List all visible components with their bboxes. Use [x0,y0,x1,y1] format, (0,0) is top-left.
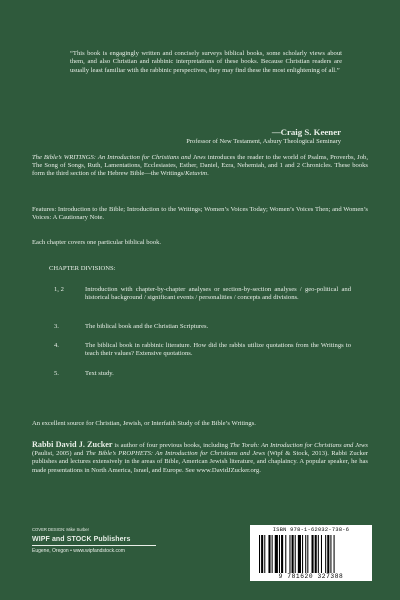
intro-text: introduces the reader to the world of Psalms, Proverbs, Job, The Song of Songs, Ruth, Lamentations, Ecclesiastes, Esther, Daniel, Ezra, Nehemiah, and 1 and 2 Chronicles. These books form the third section of the Hebrew Bible—the Writings/ [32,154,368,178]
bio-book-2: The Bible’s PROPHETS: An Introduction for Christians and Jews [85,450,266,458]
publisher-location: Eugene, Oregon • www.wipfandstock.com [32,548,125,554]
isbn-barcode [250,525,372,581]
publisher-divider [32,545,156,546]
bio-text-2: (Paulist, 2005) and [32,450,86,458]
division-number: 3. [54,323,59,330]
ketuvim-word: Ketuvim [185,170,208,178]
cover-design-credit: COVER DESIGN: Mike Surber [32,527,90,532]
each-chapter-paragraph: Each chapter covers one particular biblical book. [32,239,162,246]
bio-text-1: is author of four previous books, including [112,442,230,449]
division-text: Introduction with chapter-by-chapter analyses or section-by-section analyses / geo-political and historical background / significant events / personalities / concepts and divisions. [85,286,351,302]
endorsement-quote: “This book is engagingly written and concisely surveys biblical books, some scholarly views about them, and also Christian and rabbinic interpretations of these books. Because Christian readers are usually least familiar with the rabbinic perspectives, they may find these the most enlightening of all.” [70,50,342,74]
publisher-name: WIPF and STOCK Publishers [32,536,131,543]
division-number: 4. [54,342,59,349]
isbn-label: ISBN 978-1-62032-738-6 [272,527,350,533]
author-bio [32,441,368,475]
author-name: Rabbi David J. Zucker [32,440,113,449]
division-text: The biblical book in rabbinic literature. How did the rabbis utilize quotations from the Writings to teach their values? Extensive quotations. [85,342,351,358]
intro-end: . [207,170,209,178]
endorser-title: Professor of New Testament, Asbury Theological Seminary [186,138,341,145]
division-number: 1, 2 [54,286,64,293]
excellent-source-line: An excellent source for Christian, Jewish, or Interfaith Study of the Bible’s Writings. [32,420,256,427]
division-text: Text study. [85,370,114,377]
division-number: 5. [54,370,59,377]
bio-book-1: The Torah: An Introduction for Christians and Jews [229,442,368,449]
chapter-divisions-heading: CHAPTER DIVISIONS: [49,265,116,272]
division-text: The biblical book and the Christian Scriptures. [85,323,209,330]
features-paragraph: Features: Introduction to the Bible; Introduction to the Writings; Women’s Voices Today; Women’s Voices Then; and Women’s Voices: A Cautionary Note. [32,206,368,222]
bio-text-3: (Wipf & Stock, 2013). Rabbi Zucker publishes and lectures extensively in the areas of Bible, American Jewish literature, and chaplaincy. A popular speaker, he has made presentations in North America, Israel, and Europe. See www.DavidJZucker.org. [32,450,369,474]
barcode-digits: 9 781620 327388 [278,573,344,580]
intro-paragraph [32,154,368,179]
endorser-name: —Craig S. Keener [271,127,341,137]
book-title: The Bible’s WRITINGS: An Introduction for Christians and Jews [32,154,206,161]
barcode-bars [259,535,363,573]
